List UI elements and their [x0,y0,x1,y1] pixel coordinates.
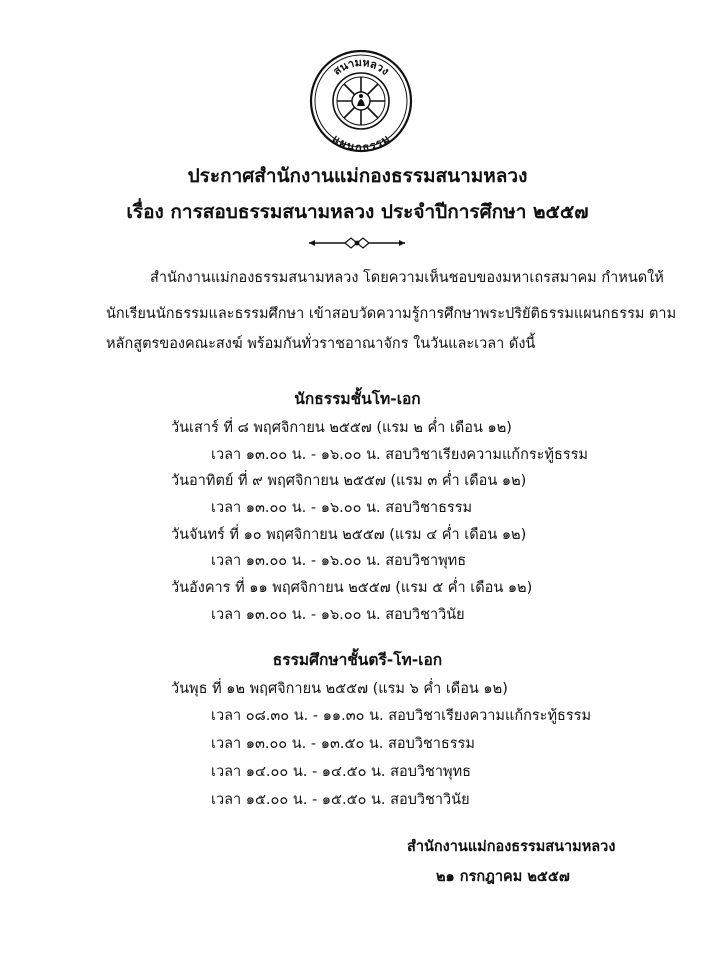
intro-line-3: หลักสูตรของคณะสงฆ์ พร้อมกันทั่วราชอาณาจักร ในวันและเวลา ดังนี้ [106,336,536,352]
exam-day: วันอังคาร ที่ ๑๑ พฤศจิกายน ๒๕๕๗ (แรม ๕ ค่ำ เดือน ๑๒) [171,580,533,596]
exam-time-slot: เวลา ๑๓.๐๐ น. - ๑๓.๕๐ น. สอบวิชาธรรม [211,736,475,752]
intro-line-2: นักเรียนนักธรรมและธรรมศึกษา เข้าสอบวัดความรู้การศึกษาพระปริยัติธรรมแผนกธรรม ตาม [106,306,677,322]
svg-text:แผนกธรรม [330,132,392,154]
ornamental-divider-icon [307,236,407,250]
intro-line-1: สำนักงานแม่กองธรรมสนามหลวง โดยความเห็นชอบของมหาเถรสมาคม กำหนดให้ [150,270,664,286]
seal-bottom-text: แผนกธรรม [329,132,393,154]
seal-top-text: สนามหลวง [330,55,392,78]
exam-time-slot: เวลา ๑๓.๐๐ น. - ๑๖.๐๐ น. สอบวิชาธรรม [211,500,473,516]
section-heading-tham-suksa: ธรรมศึกษาชั้นตรี-โท-เอก [272,651,443,669]
exam-time-slot: เวลา ๐๘.๓๐ น. - ๑๑.๓๐ น. สอบวิชาเรียงความแก้กระทู้ธรรม [211,708,592,724]
exam-time-slot: เวลา ๑๓.๐๐ น. - ๑๖.๐๐ น. สอบวิชาวินัย [211,607,465,623]
exam-day: วันจันทร์ ที่ ๑๐ พฤศจิกายน ๒๕๕๗ (แรม ๔ ค่ำ เดือน ๑๒) [171,527,527,543]
issuing-office: สำนักงานแม่กองธรรมสนามหลวง [407,839,616,855]
exam-day: วันพุธ ที่ ๑๒ พฤศจิกายน ๒๕๕๗ (แรม ๖ ค่ำ เดือน ๑๒) [171,681,508,697]
issue-date: ๒๑ กรกฎาคม ๒๕๕๗ [436,869,570,885]
announcement-subject: เรื่อง การสอบธรรมสนามหลวง ประจำปีการศึกษา ๒๕๕๗ [126,201,589,223]
sanamluang-seal-icon [308,48,414,154]
exam-time-slot: เวลา ๑๓.๐๐ น. - ๑๖.๐๐ น. สอบวิชาพุทธ [211,553,467,569]
section-heading-nak-tham: นักธรรมชั้นโท-เอก [294,390,421,408]
svg-text:สนามหลวง [331,56,392,78]
exam-day: วันอาทิตย์ ที่ ๙ พฤศจิกายน ๒๕๕๗ (แรม ๓ ค่ำ เดือน ๑๒) [171,473,527,489]
exam-time-slot: เวลา ๑๔.๐๐ น. - ๑๔.๕๐ น. สอบวิชาพุทธ [211,764,472,780]
exam-time-slot: เวลา ๑๓.๐๐ น. - ๑๖.๐๐ น. สอบวิชาเรียงความแก้กระทู้ธรรม [211,447,588,463]
exam-time-slot: เวลา ๑๕.๐๐ น. - ๑๕.๕๐ น. สอบวิชาวินัย [211,792,470,808]
announcement-title: ประกาศสำนักงานแม่กองธรรมสนามหลวง [187,165,528,187]
exam-day: วันเสาร์ ที่ ๘ พฤศจิกายน ๒๕๕๗ (แรม ๒ ค่ำ เดือน ๑๒) [171,420,512,436]
